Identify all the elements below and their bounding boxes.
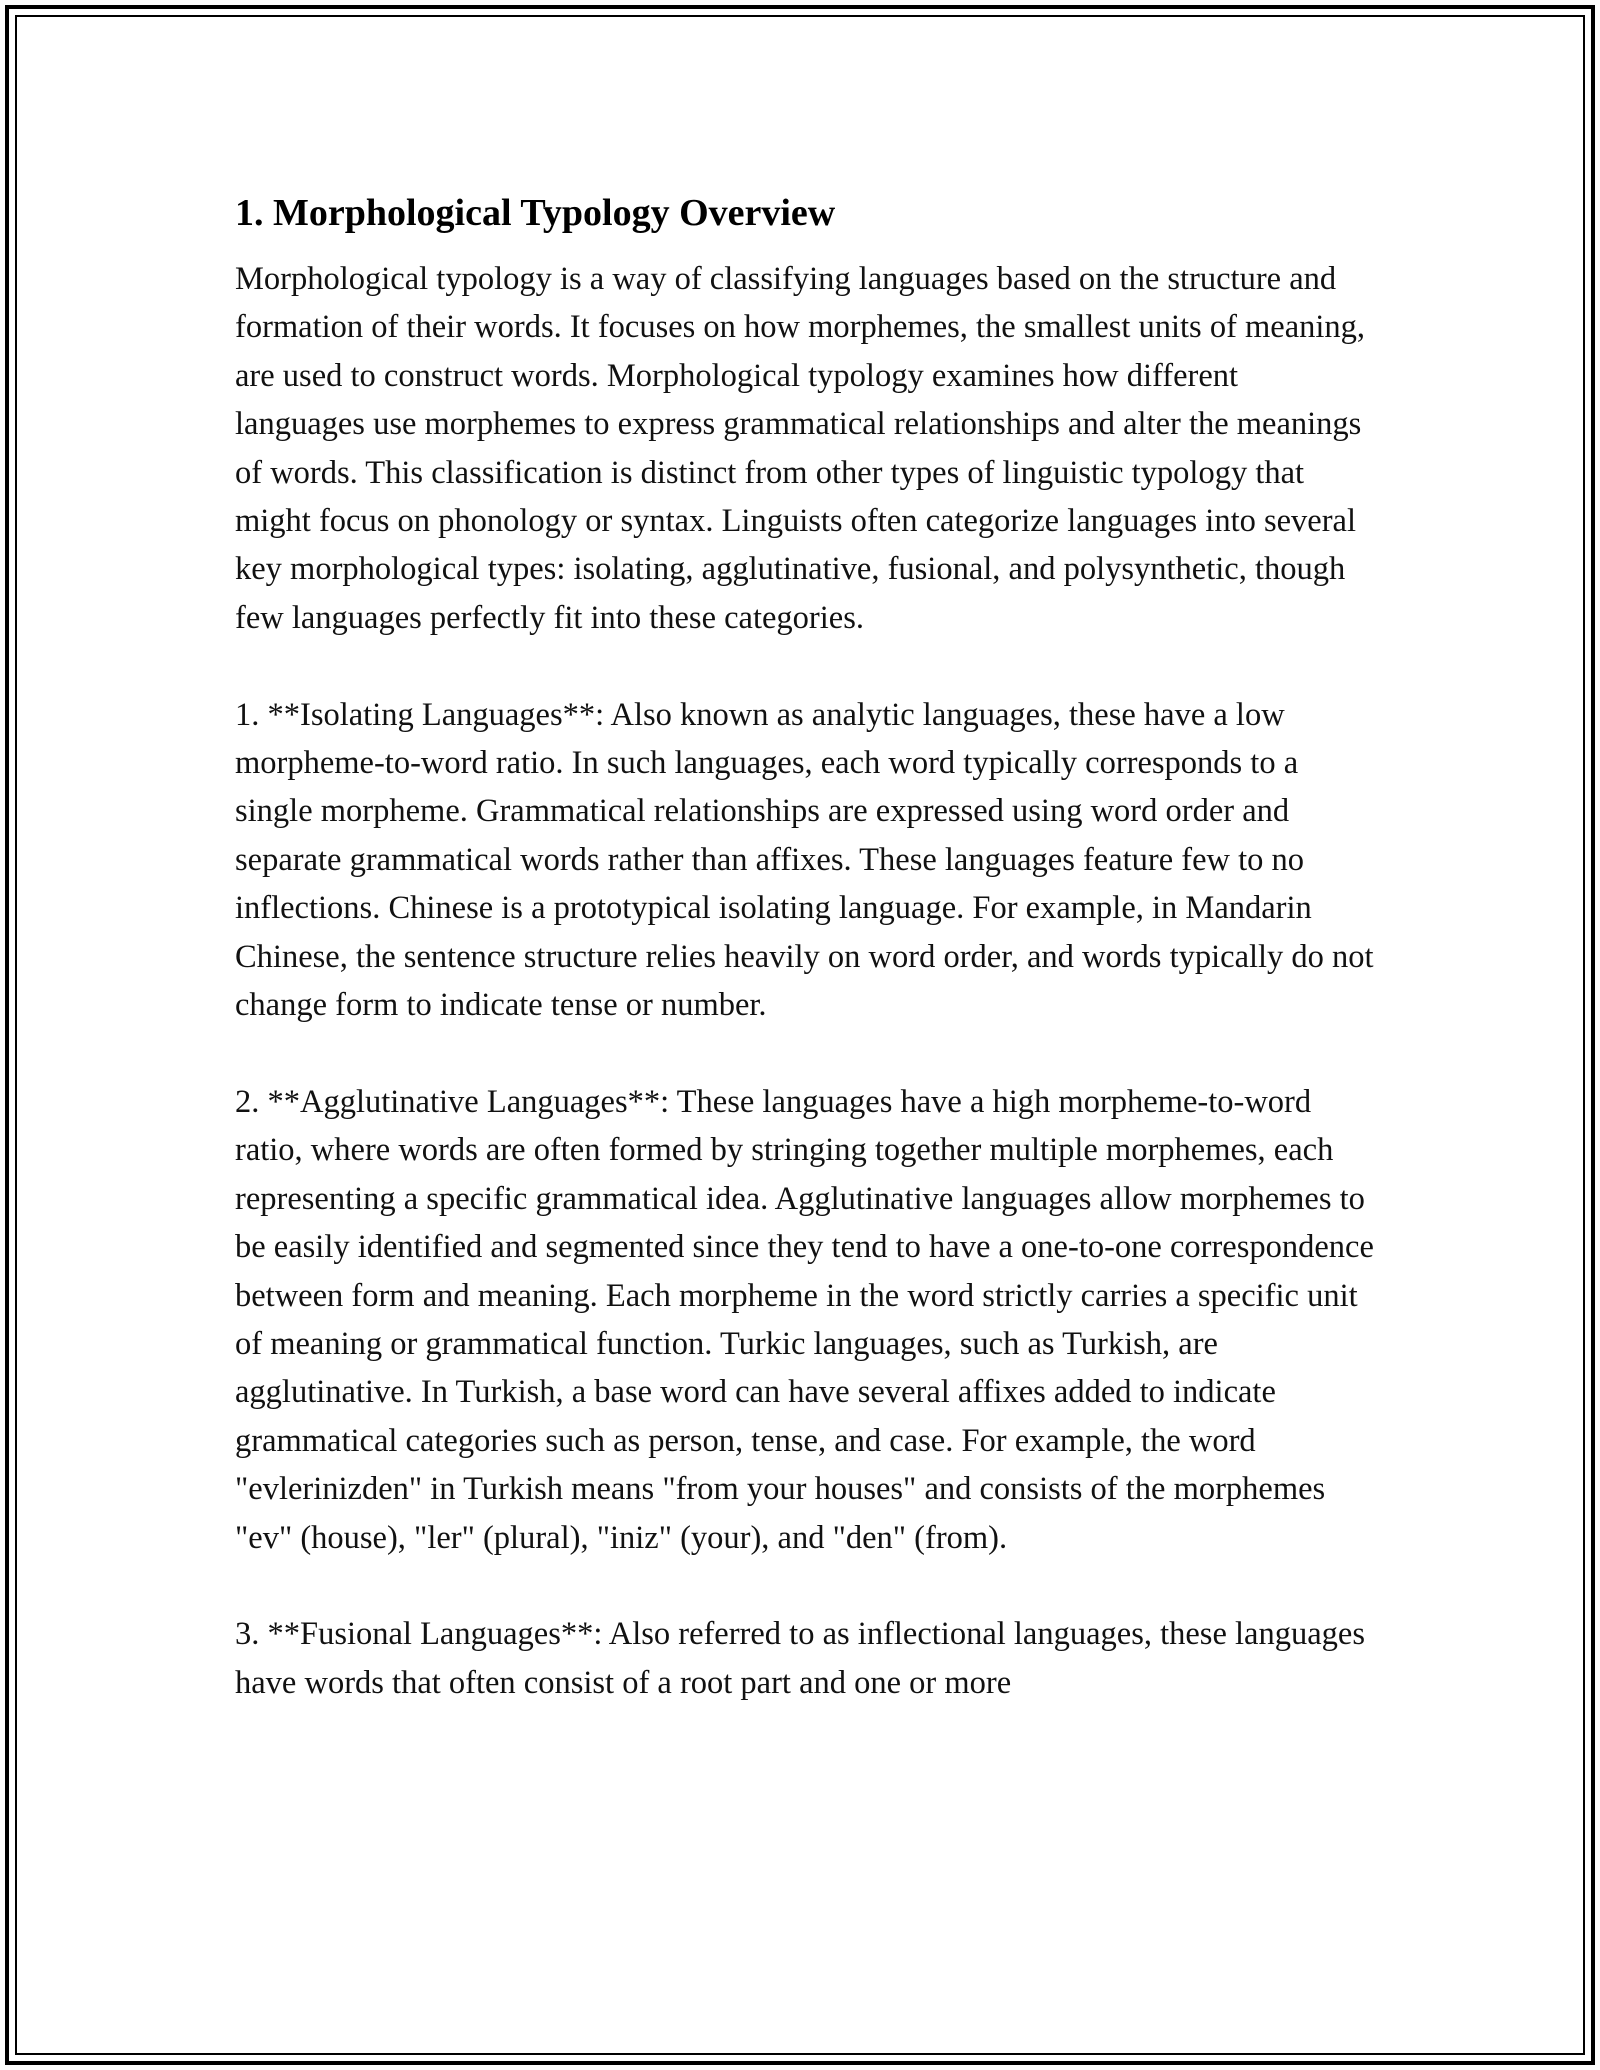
section-heading: 1. Morphological Typology Overview xyxy=(235,192,836,234)
paragraph-fusional: 3. **Fusional Languages**: Also referred to as inflectional languages, these languages have words that often consist of a root part and one or more xyxy=(235,1616,1365,1701)
document-body xyxy=(235,183,1375,1707)
paragraph-agglutinative: 2. **Agglutinative Languages**: These languages have a high morpheme-to-word ratio, where words are often formed by stringing together multiple morphemes, each representing a specific grammatical idea. Agglutinative languages allow morphemes to be easily identified and segmented since they tend to have a one-to-one correspondence between form and meaning. Each morpheme in the word strictly carries a specific unit of meaning or grammatical function. Turkic languages, such as Turkish, are agglutinative. In Turkish, a base word can have several affixes added to indicate grammatical categories such as person, tense, and case. For example, the word "evlerinizden" in Turkish means "from your houses" and consists of the morphemes "ev" (house), "ler" (plural), "iniz" (your), and "den" (from). xyxy=(235,1083,1374,1556)
paragraph-overview: Morphological typology is a way of classifying languages based on the structure and formation of their words. It focuses on how morphemes, the smallest units of meaning, are used to construct words. Morphological typology examines how different languages use morphemes to express grammatical relationships and alter the meanings of words. This classification is distinct from other types of linguistic typology that might focus on phonology or syntax. Linguists often categorize languages into several key morphological types: isolating, agglutinative, fusional, and polysynthetic, though few languages perfectly fit into these categories. xyxy=(235,261,1366,636)
paragraph-isolating: 1. **Isolating Languages**: Also known as analytic languages, these have a low morpheme-to-word ratio. In such languages, each word typically corresponds to a single morpheme. Grammatical relationships are expressed using word order and separate grammatical words rather than affixes. These languages feature few to no inflections. Chinese is a prototypical isolating language. For example, in Mandarin Chinese, the sentence structure relies heavily on word order, and words typically do not change form to indicate tense or number. xyxy=(235,696,1374,1024)
